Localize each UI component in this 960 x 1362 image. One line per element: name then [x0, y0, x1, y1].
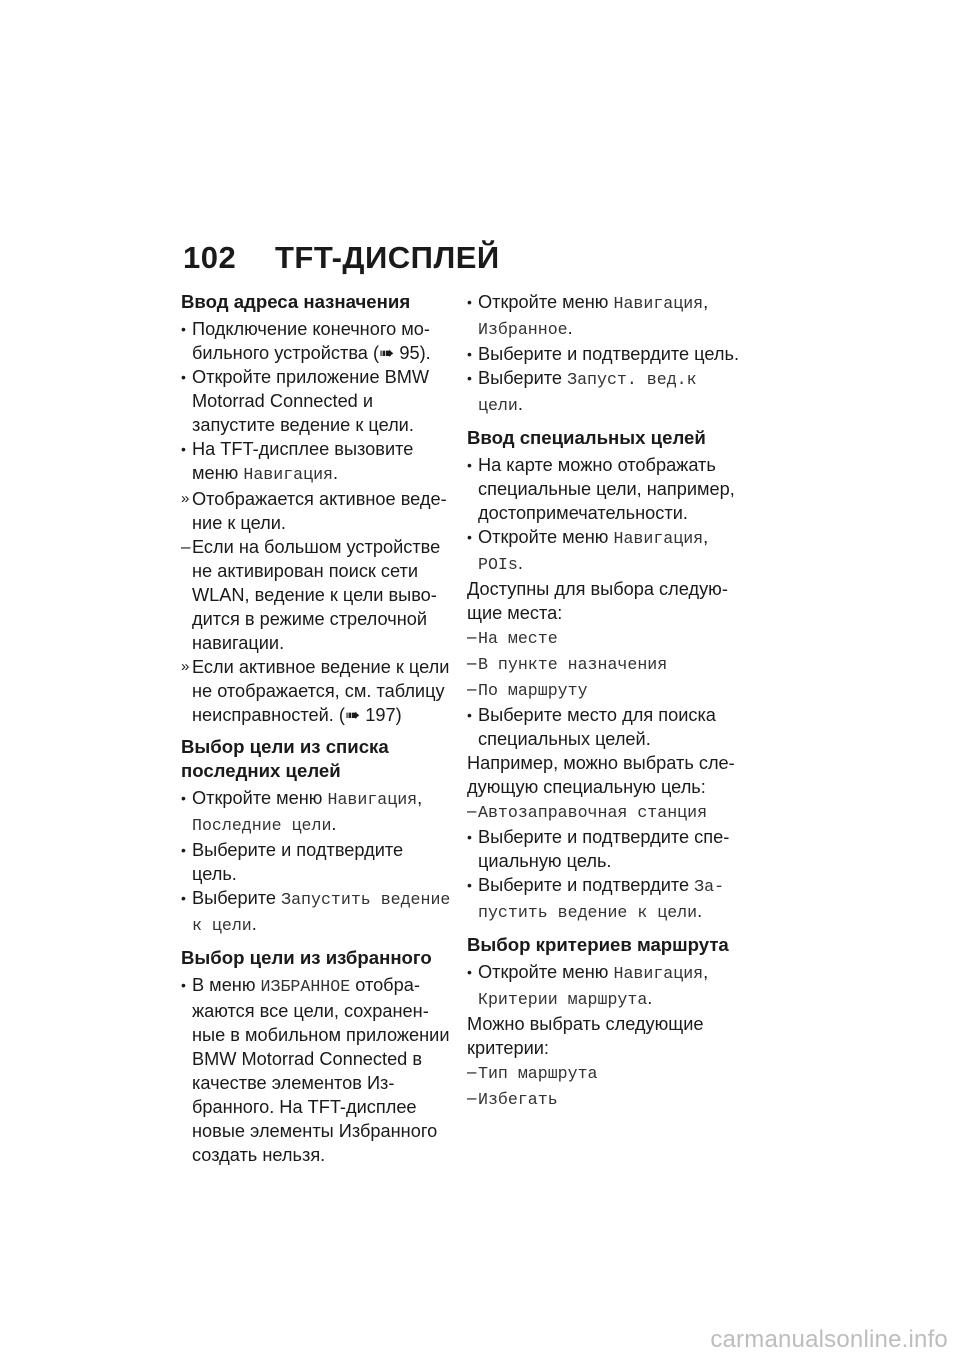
text: ,	[703, 292, 709, 312]
list-item	[181, 365, 453, 437]
bullet-marker: •	[181, 441, 186, 457]
list-item	[467, 366, 747, 418]
list-item	[467, 651, 747, 677]
dash-marker: –	[181, 537, 191, 556]
text: .	[567, 318, 573, 338]
text: 197)	[360, 705, 402, 725]
dash-marker: –	[467, 627, 477, 646]
right-column	[467, 290, 747, 1120]
section-heading: Выбор критериев маршрута	[467, 934, 729, 955]
paragraph	[467, 751, 747, 799]
list-item	[181, 786, 453, 838]
menu-term: Навигация	[613, 964, 704, 983]
text: 95).	[394, 343, 431, 363]
list-item	[181, 973, 453, 1167]
text: Выберите	[478, 368, 568, 388]
list-item	[181, 655, 453, 727]
text: .	[517, 553, 523, 573]
section	[181, 735, 453, 938]
dash-marker: –	[467, 679, 477, 698]
list-item	[181, 487, 453, 535]
menu-term: Навигация	[327, 790, 418, 809]
text: Откройте меню	[478, 962, 614, 982]
left-column	[181, 290, 453, 1175]
menu-term: Навигация	[613, 294, 704, 313]
section	[181, 290, 453, 727]
text: отображаются все цели, сохраненные в мобильном приложении BMW Motorrad Connected в качестве элементов Избранного. На TFT-дисплее новые элементы Избранного создать нельзя.	[192, 975, 450, 1165]
menu-term: Навигация	[613, 529, 704, 548]
text: Например, можно выбрать следующую специальную цель:	[467, 753, 735, 797]
menu-term: Запустить ведение к цели	[192, 890, 451, 935]
text: .	[697, 901, 703, 921]
section-heading: Ввод специальных целей	[467, 427, 706, 448]
list-item	[467, 453, 747, 525]
text: .	[251, 914, 257, 934]
text: ,	[703, 962, 709, 982]
bullet-marker: •	[181, 790, 186, 806]
page-ref-arrow-icon: ➠	[344, 705, 361, 725]
bullet-marker: •	[181, 369, 186, 385]
text: Выберите и подтвердите специальную цель.	[478, 827, 730, 871]
bullet-marker: •	[467, 294, 472, 310]
text: Выберите место для поиска специальных целей.	[478, 705, 716, 749]
list-item	[467, 1086, 747, 1112]
bullet-marker: •	[181, 321, 186, 337]
text: Откройте приложение BMW Motorrad Connected и запустите ведение к цели.	[192, 367, 430, 435]
text: На TFT-дисплее вызовите меню	[192, 439, 414, 483]
text: Отображается активное ведение к цели.	[192, 489, 447, 533]
page-number: 102	[183, 240, 237, 275]
result-marker: »	[181, 658, 190, 675]
dash-marker: –	[467, 801, 477, 820]
list-item	[467, 290, 747, 342]
text: Выберите и подтвердите цель.	[192, 840, 404, 884]
text: Подключение конечного мобильного устройства (	[192, 319, 430, 363]
text: ,	[417, 788, 423, 808]
section-heading: Выбор цели из списка последних целей	[181, 736, 389, 781]
bullet-marker: •	[467, 877, 472, 893]
bullet-marker: •	[467, 370, 472, 386]
list-item	[181, 317, 453, 365]
menu-term: Избранное	[478, 320, 568, 339]
page-title: TFT-ДИСПЛЕЙ	[275, 240, 500, 275]
list-item	[467, 625, 747, 651]
section-heading: Ввод адреса назначения	[181, 291, 411, 312]
result-marker: »	[181, 490, 190, 507]
list-item	[181, 886, 453, 938]
page-ref-arrow-icon: ➠	[379, 343, 395, 363]
list-item	[181, 535, 453, 655]
list-item	[467, 799, 747, 825]
text: Если активное ведение к цели не отображается, см. таблицу неисправностей. (	[192, 657, 450, 725]
text: ,	[703, 527, 709, 547]
text: Выберите и подтвердите	[478, 875, 695, 895]
dash-marker: –	[467, 653, 477, 672]
text: Выберите	[192, 888, 282, 908]
text: Выберите и подтвердите цель.	[478, 344, 740, 364]
list-item	[467, 677, 747, 703]
text: Откройте меню	[478, 292, 614, 312]
bullet-marker: •	[181, 842, 186, 858]
section	[181, 946, 453, 1167]
text: Если на большом устройстве не активирован поиск сети WLAN, ведение к цели выводится в режиме стрелочной навигации.	[192, 537, 441, 653]
text: Можно выбрать следующие критерии:	[467, 1014, 704, 1058]
text: Доступны для выбора следующие места:	[467, 579, 728, 623]
bullet-marker: •	[181, 977, 186, 993]
menu-term: Последние цели	[192, 816, 332, 835]
menu-term: По маршруту	[478, 681, 588, 700]
section	[467, 290, 747, 418]
list-item	[467, 525, 747, 577]
menu-term: Избегать	[478, 1090, 558, 1109]
bullet-marker: •	[467, 457, 472, 473]
menu-term: В пункте назначения	[478, 655, 668, 674]
text: .	[331, 814, 337, 834]
bullet-marker: •	[467, 529, 472, 545]
list-item	[467, 1060, 747, 1086]
section	[467, 933, 747, 1112]
text: В меню	[192, 975, 261, 995]
menu-term: Запустить ведение к цели	[478, 877, 725, 922]
paragraph	[467, 577, 747, 625]
text: Откройте меню	[478, 527, 614, 547]
text: .	[332, 463, 339, 483]
watermark[interactable]: carmanualsonline.info	[710, 1326, 948, 1353]
menu-term: POIs	[478, 555, 518, 574]
menu-term: Автозаправочная станция	[478, 803, 708, 822]
bullet-marker: •	[467, 707, 472, 723]
bullet-marker: •	[467, 964, 472, 980]
text: Откройте меню	[192, 788, 328, 808]
menu-term: Навигация	[243, 465, 333, 484]
text: На карте можно отображать специальные цели, например, достопримечательности.	[478, 455, 735, 523]
paragraph	[467, 1012, 747, 1060]
list-item	[181, 838, 453, 886]
list-item	[467, 703, 747, 751]
menu-term: Тип маршрута	[478, 1064, 598, 1083]
bullet-marker: •	[181, 890, 186, 906]
menu-term: На месте	[478, 629, 558, 648]
dash-marker: –	[467, 1088, 477, 1107]
list-item	[467, 825, 747, 873]
list-item	[181, 437, 453, 487]
text: .	[517, 394, 523, 414]
list-item	[467, 342, 747, 366]
menu-term: ИЗБРАННОЕ	[260, 977, 351, 996]
section-heading: Выбор цели из избранного	[181, 947, 432, 968]
list-item	[467, 960, 747, 1012]
menu-term: Критерии маршрута	[478, 990, 648, 1009]
menu-term: Запуст. вед.к цели	[478, 370, 697, 415]
dash-marker: –	[467, 1062, 477, 1081]
bullet-marker: •	[467, 346, 472, 362]
section	[467, 426, 747, 925]
bullet-marker: •	[467, 829, 472, 845]
list-item	[467, 873, 747, 925]
text: .	[647, 988, 653, 1008]
